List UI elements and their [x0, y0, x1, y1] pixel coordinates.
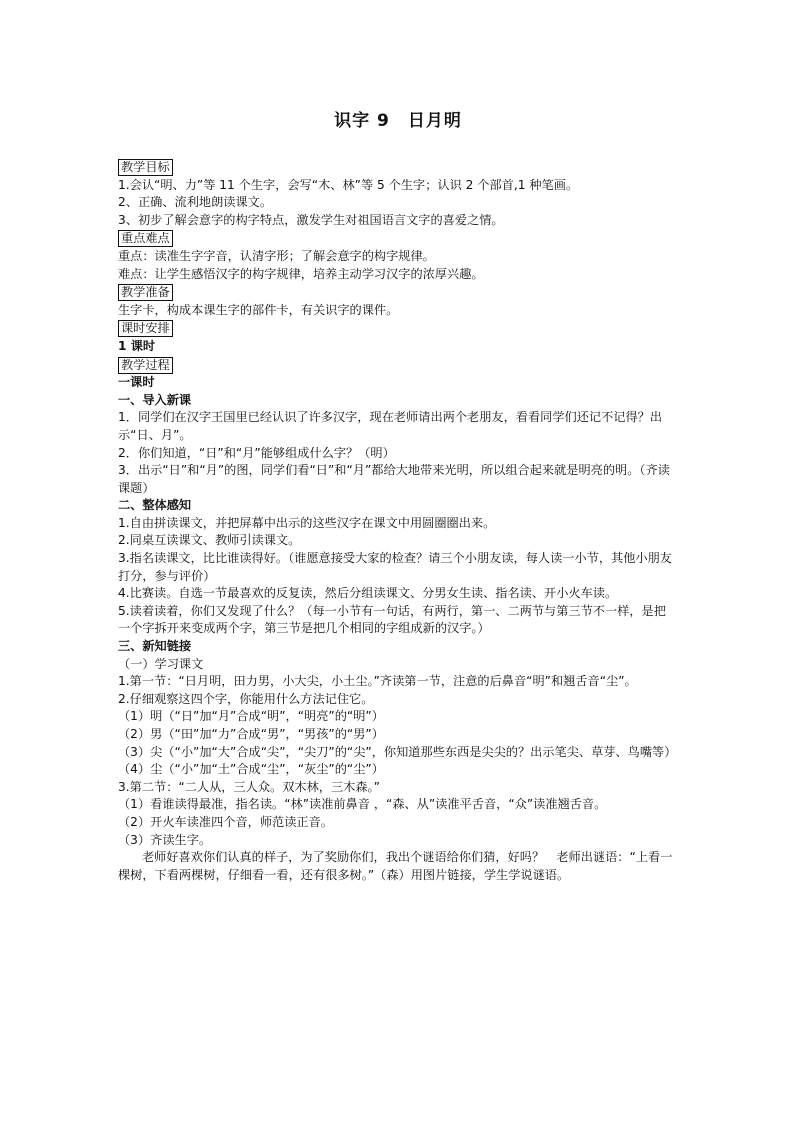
paragraph-row — [118, 532, 678, 550]
bold-heading: 二、整体感知 — [118, 498, 192, 513]
paragraph-text: 1.第一节：“日月明，田力男，小大尖，小土尘。”齐读第一节，注意的后鼻音“明”和翘舌音“尘”。 — [118, 674, 637, 689]
section-heading-box: 课时安排 — [118, 320, 173, 337]
paragraph-text: 2、正确、流利地朗读课文。 — [118, 195, 273, 210]
paragraph-text: 5.读着读着，你们又发现了什么？（每一小节有一句话，有两行，第一、二两节与第三节不一样，是把一个字拆开来变成两个字，第三节是把几个相同的字组成新的汉字。） — [118, 603, 666, 636]
bold-heading-row — [118, 338, 678, 356]
paragraph-row — [118, 796, 678, 814]
paragraph-text: 1.会认“明、力”等 11 个生字，会写“木、林”等 5 个生字；认识 2 个部首,1 种笔画。 — [118, 177, 579, 192]
section-heading-box: 教学过程 — [118, 357, 173, 374]
paragraph-row — [118, 462, 678, 497]
paragraph-row — [118, 266, 678, 284]
section-heading-row — [118, 356, 678, 375]
paragraph-text: （一）学习课文 — [118, 656, 204, 671]
paragraph-text: 生字卡，构成本课生字的部件卡，有关识字的课件。 — [118, 302, 399, 317]
bold-heading: 三、新知链接 — [118, 639, 192, 654]
document-body — [118, 158, 678, 884]
paragraph-row — [118, 673, 678, 691]
paragraph-row — [118, 445, 678, 463]
paragraph-text: 3.第二节：“二人从，三人众。双木林，三木森。” — [118, 779, 380, 794]
paragraph-row — [118, 656, 678, 674]
bold-heading-row — [118, 638, 678, 656]
paragraph-text: （4）尘（“小”加“土”合成“尘”，“灰尘”的“尘”） — [118, 762, 384, 777]
bold-heading-row — [118, 497, 678, 515]
section-heading-box: 教学准备 — [118, 284, 173, 301]
paragraph-text: 2.仔细观察这四个字，你能用什么方法记住它。 — [118, 691, 374, 706]
paragraph-row — [118, 409, 678, 444]
paragraph-text: 老师好喜欢你们认真的样子，为了奖励你们，我出个谜语给你们猜，好吗？ 老师出谜语：“上看一棵树，下看两棵树，仔细看一看，还有很多树。”（森）用图片链接，学生学说谜语。 — [118, 850, 673, 882]
paragraph-text: （1）明（“日”加“月”合成“明”，“明亮”的“明”） — [118, 709, 384, 724]
bold-heading: 一课时 — [118, 375, 155, 390]
paragraph-text: （3）尖（“小”加“大”合成“尖”，“尖刀”的“尖”，你知道那些东西是尖尖的？出示笔尖、草芽、鸟嘴等） — [118, 744, 677, 759]
paragraph-text: 重点：读准生字字音，认清字形；了解会意字的构字规律。 — [118, 248, 435, 263]
paragraph-row — [118, 302, 678, 320]
paragraph-text: 1.自由拼读课文，并把屏幕中出示的这些汉字在课文中用圆圈圈出来。 — [118, 515, 496, 530]
paragraph-text: （2）男（“田”加“力”合成“男”，“男孩”的“男”） — [118, 727, 384, 741]
paragraph-row — [118, 832, 678, 850]
bold-heading-row — [118, 392, 678, 410]
paragraph-text: （2）开火车读准四个音，师范读正音。 — [118, 814, 333, 829]
paragraph-row — [118, 691, 678, 709]
paragraph-row — [118, 194, 678, 212]
paragraph-row — [118, 761, 678, 779]
page-title: 识字 9 日月明 — [334, 111, 462, 131]
paragraph-text: 1．同学们在汉字王国里已经认识了许多汉字，现在老师请出两个老朋友，看看同学们还记不记得？出示“日、月”。 — [118, 410, 663, 442]
bold-heading: 1 课时 — [118, 338, 156, 353]
paragraph-row — [118, 248, 678, 266]
paragraph-text: 4.比赛读。自选一节最喜欢的反复读，然后分组读课文、分男女生读、指名读、开小火车读。 — [118, 586, 618, 601]
paragraph-row — [118, 779, 678, 797]
paragraph-row — [118, 177, 678, 195]
section-heading-row — [118, 229, 678, 248]
paragraph-row — [118, 603, 678, 638]
bold-heading: 一、导入新课 — [118, 392, 192, 407]
paragraph-row — [118, 726, 678, 744]
indented-paragraph-row — [118, 849, 678, 884]
paragraph-text: 难点：让学生感悟汉字的构字规律，培养主动学习汉字的浓厚兴趣。 — [118, 266, 484, 281]
paragraph-text: 3、初步了解会意字的构字特点，激发学生对祖国语言文字的喜爱之情。 — [118, 212, 504, 227]
section-heading-box: 重点难点 — [118, 230, 173, 247]
paragraph-text: 2.同桌互读课文、教师引读课文。 — [118, 533, 301, 548]
paragraph-row — [118, 814, 678, 832]
paragraph-text: （3）齐读生字。 — [118, 832, 212, 847]
bold-heading-row — [118, 374, 678, 392]
paragraph-row — [118, 212, 678, 230]
paragraph-text: 2．你们知道，“日”和“月”能够组成什么字？（明） — [118, 445, 395, 460]
section-heading-row — [118, 283, 678, 302]
section-heading-box: 教学目标 — [118, 159, 173, 176]
paragraph-text: 3．出示“日”和“月”的图，同学们看“日”和“月”都给大地带来光明，所以组合起来就是明亮的明。（齐读课题） — [118, 463, 670, 495]
paragraph-row — [118, 708, 678, 726]
paragraph-row — [118, 515, 678, 533]
paragraph-row — [118, 550, 678, 585]
section-heading-row — [118, 158, 678, 177]
paragraph-row — [118, 585, 678, 603]
paragraph-text: 3.指名读课文，比比谁读得好。（谁愿意接受大家的检查？请三个小朋友读，每人读一小节，其他小朋友打分，参与评价） — [118, 551, 672, 583]
paragraph-row — [118, 744, 678, 762]
section-heading-row — [118, 319, 678, 338]
paragraph-text: （1）看谁读得最准，指名读。“林”读准前鼻音 ，“森、从”读准平舌音，“众”读准翘舌音。 — [118, 797, 607, 812]
